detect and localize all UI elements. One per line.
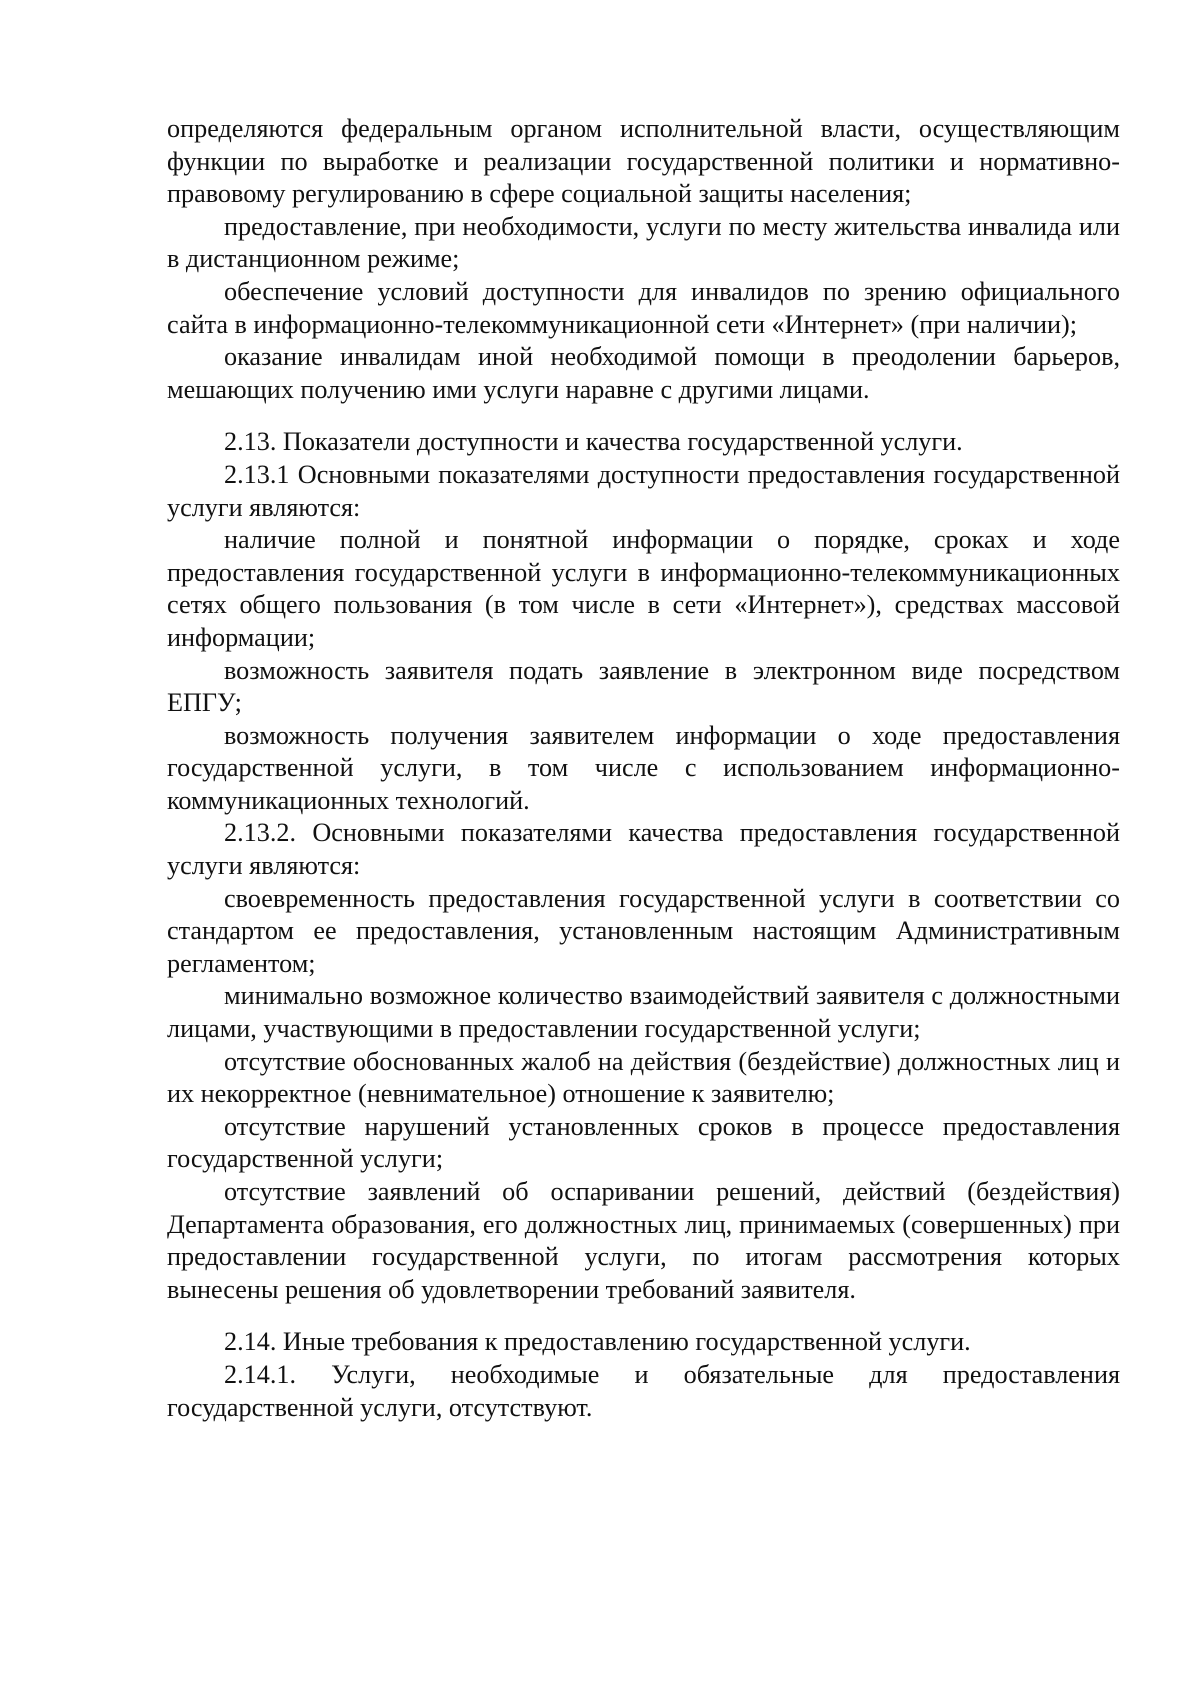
paragraph: наличие полной и понятной информации о порядке, сроках и ходе предоставления государственной услуги в информационно-телекоммуникационных сетях общего пользования (в том числе в сети «Интернет»), средствах массовой информации; <box>167 525 1120 652</box>
document-body <box>167 113 1120 1424</box>
paragraph: оказание инвалидам иной необходимой помощи в преодолении барьеров, мешающих получению ими услуги наравне с другими лицами. <box>167 342 1120 404</box>
paragraph: возможность получения заявителем информации о ходе предоставления государственной услуги, в том числе с использованием информационно-коммуникационных технологий. <box>167 720 1120 815</box>
paragraph: 2.13.2. Основными показателями качества предоставления государственной услуги являются: <box>167 818 1120 881</box>
paragraph: отсутствие заявлений об оспаривании решений, действий (бездействия) Департамента образования, его должностных лиц, принимаемых (совершенных) при предоставлении государственной услуги, по итогам рассмотрения которых вынесены решения об удовлетворении требований заявителя. <box>167 1177 1120 1304</box>
paragraph-continuation: определяются федеральным органом исполнительной власти, осуществляющим функции по выработке и реализации государственной политики и нормативно-правовому регулированию в сфере социальной защиты населения; <box>167 114 1120 209</box>
section-heading-2-13: 2.13. Показатели доступности и качества государственной услуги. <box>224 427 963 457</box>
paragraph: минимально возможное количество взаимодействий заявителя с должностными лицами, участвующими в предоставлении государственной услуги; <box>167 981 1120 1044</box>
paragraph: возможность заявителя подать заявление в электронном виде посредством ЕПГУ; <box>167 655 1120 718</box>
paragraph: 2.13.1 Основными показателями доступности предоставления государственной услуги являются: <box>167 459 1120 522</box>
paragraph: 2.14.1. Услуги, необходимые и обязательные для предоставления государственной услуги, отсутствуют. <box>167 1359 1120 1422</box>
paragraph: предоставление, при необходимости, услуги по месту жительства инвалида или в дистанционном режиме; <box>167 211 1120 274</box>
paragraph: своевременность предоставления государственной услуги в соответствии со стандартом ее предоставления, установленным настоящим Административным регламентом; <box>167 883 1120 978</box>
paragraph: отсутствие нарушений установленных сроков в процессе предоставления государственной услуги; <box>167 1111 1120 1174</box>
section-heading-2-14: 2.14. Иные требования к предоставлению государственной услуги. <box>224 1327 971 1357</box>
paragraph: отсутствие обоснованных жалоб на действия (бездействие) должностных лиц и их некорректное (невнимательное) отношение к заявителю; <box>167 1046 1120 1109</box>
paragraph: обеспечение условий доступности для инвалидов по зрению официального сайта в информационно-телекоммуникационной сети «Интернет» (при наличии); <box>167 276 1120 339</box>
